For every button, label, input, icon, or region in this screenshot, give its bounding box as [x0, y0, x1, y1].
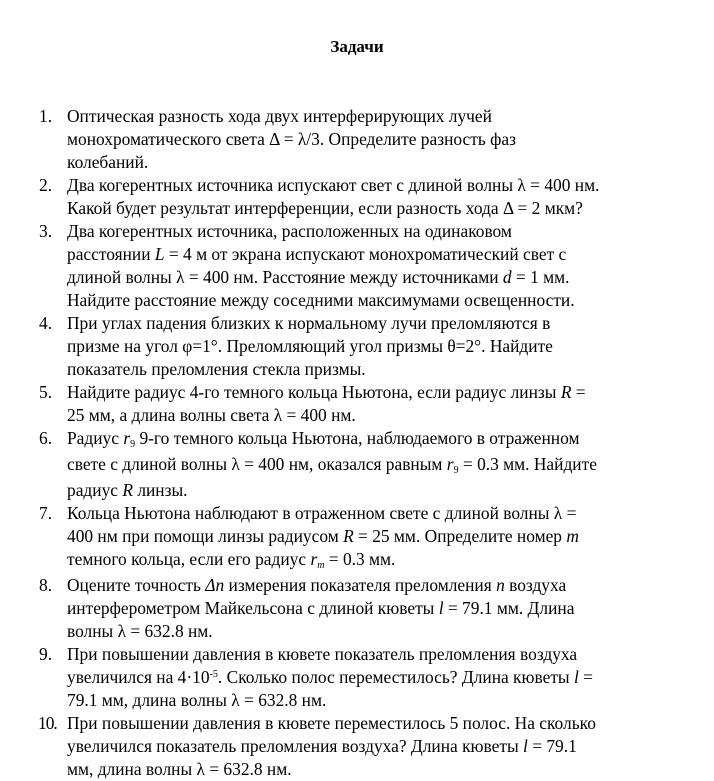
problem-item [39, 502, 709, 574]
text-run: расстоянии [67, 244, 155, 264]
problem-number: 5. [39, 382, 53, 402]
problem-text-line [67, 548, 709, 574]
problem-item [39, 574, 709, 643]
text-run: = 79.1 мм. Длина [443, 598, 575, 618]
problem-number: 10. [38, 713, 57, 733]
problem-text-line [67, 197, 709, 220]
math-variable: l [438, 598, 444, 618]
problem-text-line [67, 643, 709, 666]
problem-text-line [67, 666, 709, 689]
text-run: Радиус [67, 428, 124, 448]
problem-number: 6. [39, 428, 53, 448]
text-run: Найдите радиус 4-го темного кольца Ньютона, если радиус линзы [67, 382, 561, 402]
text-run: = [578, 667, 593, 687]
math-variable: d [502, 267, 512, 287]
problem-item [39, 220, 709, 312]
text-run: При углах падения близких к нормальному лучи преломляются в [67, 313, 551, 333]
problem-text-line [67, 128, 709, 151]
text-run: 79.1 мм, длина волны λ = 632.8 нм. [67, 690, 327, 710]
math-variable: l [573, 667, 579, 687]
problem-item [39, 712, 709, 781]
subscript: 9 [453, 465, 459, 476]
text-run: волны λ = 632.8 нм. [67, 621, 213, 641]
problem-text-line [67, 289, 709, 312]
problem-text-line [67, 758, 709, 781]
text-run: колебаний. [67, 152, 149, 172]
text-run: Найдите расстояние между соседними максимумами освещенности. [67, 290, 575, 310]
text-run: призме на угол φ=1°. Преломляющий угол призмы θ=2°. Найдите [67, 336, 553, 356]
text-run: = [571, 382, 586, 402]
math-variable: R [343, 526, 354, 546]
text-run: При повышении давления в кювете переместилось 5 полос. На сколько [67, 713, 596, 733]
problem-text-line [67, 404, 709, 427]
math-variable: r [310, 549, 318, 569]
problem-text-line [67, 335, 709, 358]
problem-number: 3. [39, 221, 53, 241]
problem-text-line [67, 151, 709, 174]
problem-item [39, 312, 709, 381]
problem-text-line [67, 312, 709, 335]
text-run: = 0.3 мм. Найдите [458, 454, 597, 474]
problem-number: 8. [39, 575, 53, 595]
subscript: m [317, 560, 325, 571]
problem-text-line [67, 174, 709, 197]
math-variable: l [523, 736, 528, 756]
text-run: Какой будет результат интерференции, если разность хода Δ = 2 мкм? [67, 198, 583, 218]
problem-text-line [67, 525, 709, 548]
math-variable: R [560, 382, 572, 402]
text-run: = 0.3 мм. [324, 549, 396, 569]
problem-item [39, 427, 709, 502]
math-variable: r [123, 428, 131, 448]
problem-text-line [67, 735, 709, 758]
text-run: мм, длина волны λ = 632.8 нм. [67, 759, 292, 779]
text-run: длиной волны λ = 400 нм. Расстояние между источниками [67, 267, 503, 287]
problem-text-line [67, 479, 709, 502]
math-variable: n [496, 575, 505, 595]
text-run: линзы. [132, 480, 188, 500]
problem-item [39, 105, 709, 174]
text-run: Оцените точность [67, 575, 206, 595]
text-run: 25 мм, а длина волны света λ = 400 нм. [67, 405, 356, 425]
problem-text-line [67, 689, 709, 712]
problem-text-line [67, 105, 709, 128]
problem-list [39, 105, 709, 781]
text-run: темного кольца, если его радиус [67, 549, 311, 569]
problem-text-line [67, 243, 709, 266]
text-run: увеличился показатель преломления воздуха? Длина кюветы [67, 736, 524, 756]
problem-text-line [67, 220, 709, 243]
math-variable: Δn [205, 575, 225, 595]
math-variable: R [122, 480, 133, 500]
problem-item [39, 381, 709, 427]
problem-text-line [67, 381, 709, 404]
math-variable: r [446, 454, 454, 474]
problem-text-line [67, 712, 709, 735]
superscript: -5 [209, 669, 218, 680]
problem-number: 1. [39, 106, 53, 126]
problem-text-line [67, 453, 709, 479]
page-title: Задачи [330, 37, 384, 56]
problem-item [39, 643, 709, 712]
problem-text-line [67, 597, 709, 620]
math-variable: m [566, 526, 579, 546]
problem-number: 9. [39, 644, 53, 664]
text-run: показатель преломления стекла призмы. [67, 359, 366, 379]
text-run: . Сколько полос переместилось? Длина кюветы [217, 667, 574, 687]
text-run: радиус [67, 480, 123, 500]
text-run: Оптическая разность хода двух интерферирующих лучей [67, 106, 492, 126]
text-run: Кольца Ньютона наблюдают в отраженном свете с длиной волны λ = [67, 503, 577, 523]
text-run: Два когерентных источника испускают свет с длиной волны λ = 400 нм. [67, 175, 600, 195]
text-run: монохроматического света Δ = λ/3. Определите разность фаз [67, 129, 516, 149]
text-run: = 79.1 [527, 736, 577, 756]
text-run: увеличился на 4·10 [67, 667, 210, 687]
problem-number: 4. [39, 313, 53, 333]
text-run: интерферометром Майкельсона с длиной кюветы [67, 598, 439, 618]
problem-text-line [67, 427, 709, 453]
problem-text-line [67, 266, 709, 289]
problem-text-line [67, 620, 709, 643]
problem-text-line [67, 574, 709, 597]
text-run: воздуха [504, 575, 567, 595]
text-run: 9-го темного кольца Ньютона, наблюдаемого в отраженном [135, 428, 580, 448]
problem-text-line [67, 358, 709, 381]
text-run: = 4 м от экрана испускают монохроматический свет с [164, 244, 567, 264]
problem-item [39, 174, 709, 220]
text-run: измерения показателя преломления [224, 575, 497, 595]
math-variable: L [154, 244, 165, 264]
problem-text-line [67, 502, 709, 525]
text-run: свете с длиной волны λ = 400 нм, оказался равным [67, 454, 447, 474]
text-run: Два когерентных источника, расположенных на одинаковом [67, 221, 512, 241]
text-run: При повышении давления в кювете показатель преломления воздуха [67, 644, 578, 664]
problem-number: 2. [39, 175, 53, 195]
text-run: = 25 мм. Определите номер [353, 526, 567, 546]
text-run: 400 нм при помощи линзы радиусом [67, 526, 344, 546]
problem-number: 7. [39, 503, 53, 523]
subscript: 9 [130, 439, 136, 450]
text-run: = 1 мм. [511, 267, 570, 287]
